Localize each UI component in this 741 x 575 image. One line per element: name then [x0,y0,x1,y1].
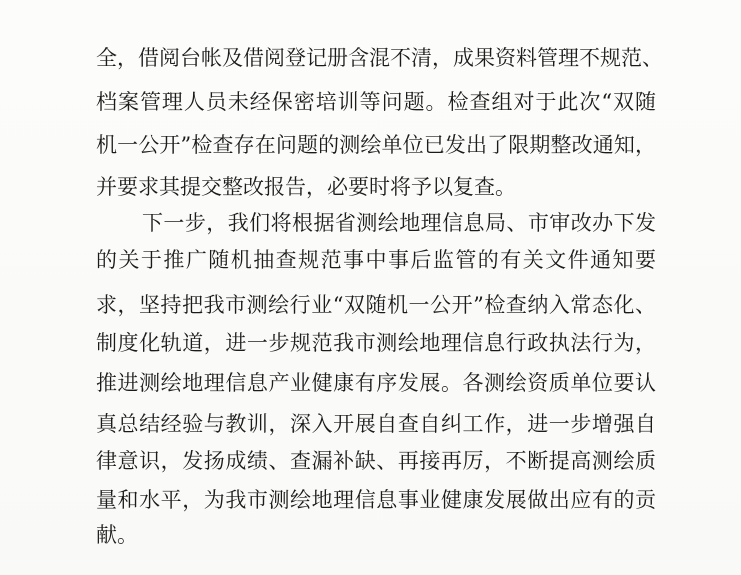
text-line: 下一步，我们将根据省测绘地理信息局、市审改办下发 [142,211,656,235]
text-line: 献。 [96,523,138,547]
text-line: 推进测绘地理信息产业健康有序发展。各测绘资质单位要认 [96,371,656,395]
text-line: 全，借阅台帐及借阅登记册含混不清，成果资料管理不规范、 [96,46,663,70]
text-line: 的关于推广随机抽查规范事中事后监管的有关文件通知要 [96,248,656,272]
text-line: 档案管理人员未经保密培训等问题。检查组对于此次“双随 [96,90,656,114]
text-line: 量和水平，为我市测绘地理信息事业健康发展做出应有的贡 [96,488,656,512]
text-line: 真总结经验与教训，深入开展自查自纠工作，进一步增强自 [96,412,656,436]
text-line: 求，坚持把我市测绘行业“双随机一公开”检查纳入常态化、 [96,293,656,317]
text-line: 机一公开”检查存在问题的测绘单位已发出了限期整改通知， [96,133,656,157]
text-line: 并要求其提交整改报告，必要时将予以复查。 [96,175,516,199]
text-line: 律意识，发扬成绩、查漏补缺、再接再厉，不断提高测绘质 [96,449,656,473]
text-line: 制度化轨道，进一步规范我市测绘地理信息行政执法行为， [96,331,656,355]
